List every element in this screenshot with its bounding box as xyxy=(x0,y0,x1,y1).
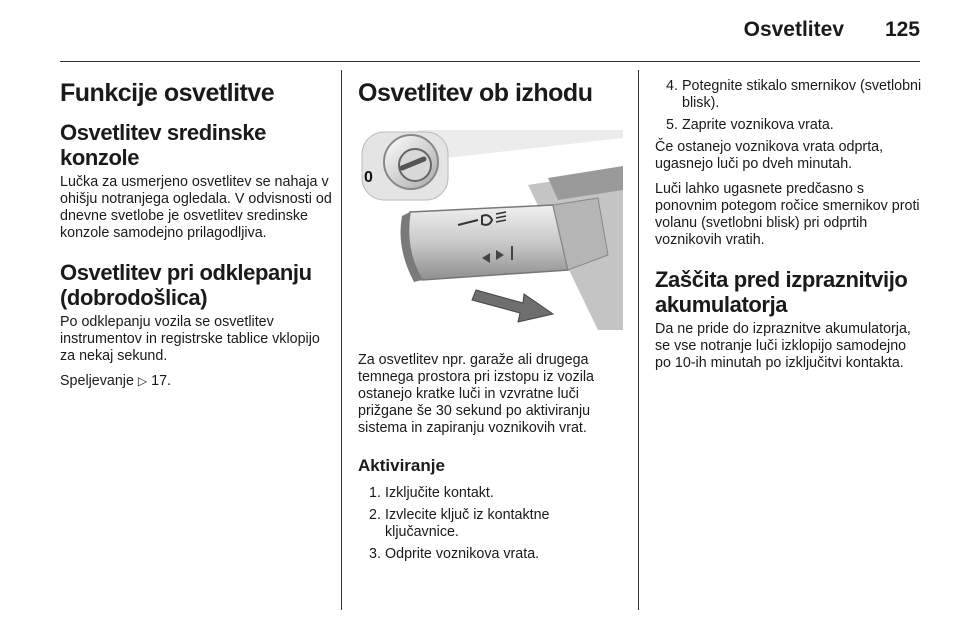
activation-steps-list xyxy=(358,485,623,563)
list-item: 2. Izvlecite ključ iz kontaktne ključavnice. xyxy=(369,507,550,540)
section-heading-welcome-light: Osvetlitev pri odklepanju (dobrodošlica) xyxy=(60,260,312,310)
section-text-console-light: Lučka za usmerjeno osvetlitev se nahaja v ohišju notranjega ogledala. V odvisnosti od dnevne svetlobe je osvetlitev sredinske konzole samodejno prilagodljiva. xyxy=(60,174,332,241)
paragraph-door-open: Če ostanejo voznikova vrata odprta, ugasnejo luči po dveh minutah. xyxy=(655,139,884,172)
section-text-welcome-light: Po odklepanju vozila se osvetlitev instrumentov in registrske tablice vklopijo za nekaj sekund. xyxy=(60,314,320,364)
chapter-heading: Funkcije osvetlitve xyxy=(60,79,275,107)
section-heading-exit-light: Osvetlitev ob izhodu xyxy=(358,79,593,107)
cross-reference-page: 17. xyxy=(151,373,171,389)
turn-signal-stalk-illustration xyxy=(358,130,623,340)
column-3 xyxy=(655,78,923,372)
list-item: 4. Potegnite stikalo smernikov (svetlobni blisk). xyxy=(666,78,922,111)
list-item: 5. Zaprite voznikova vrata. xyxy=(666,117,834,133)
cross-reference-label: Speljevanje xyxy=(60,373,134,389)
subsection-heading-activation: Aktiviranje xyxy=(358,456,445,475)
cross-reference[interactable] xyxy=(60,373,335,390)
column-divider xyxy=(341,70,342,610)
list-item: 1. Izključite kontakt. xyxy=(369,485,494,501)
stalk-diagram-icon xyxy=(358,130,623,340)
key-position-label: 0 xyxy=(364,169,373,186)
section-text-exit-light: Za osvetlitev npr. garaže ali drugega temnega prostora pri izstopu iz vozila ostanejo kratke luči in vzvratne luči prižgane še 30 sekund po aktiviranju sistema in zapiranju voznikovih vrat. xyxy=(358,352,595,436)
header-title: Osvetlitev xyxy=(743,18,844,41)
column-2 xyxy=(358,78,623,568)
page-header xyxy=(0,0,960,62)
reference-arrow-icon: ▷ xyxy=(137,374,148,388)
activation-steps-list-continued xyxy=(655,78,923,134)
column-divider xyxy=(638,70,639,610)
section-text-battery-protection: Da ne pride do izpraznitve akumulatorja, se vse notranje luči izklopijo samodejno po 10-ih minutah po izključitvi kontakta. xyxy=(655,321,911,371)
section-heading-console-light: Osvetlitev sredinske konzole xyxy=(60,120,267,170)
section-heading-battery-protection: Zaščita pred izpraznitvijo akumulatorja xyxy=(655,267,908,317)
page-number: 125 xyxy=(884,18,920,41)
column-1 xyxy=(60,78,335,390)
paragraph-early-off: Luči lahko ugasnete predčasno s ponovnim potegom ročice smernikov proti volanu (svetlobni blisk) pri odprtih voznikovih vratih. xyxy=(655,181,920,248)
list-item: 3. Odprite voznikova vrata. xyxy=(369,546,540,562)
header-rule xyxy=(60,61,920,62)
